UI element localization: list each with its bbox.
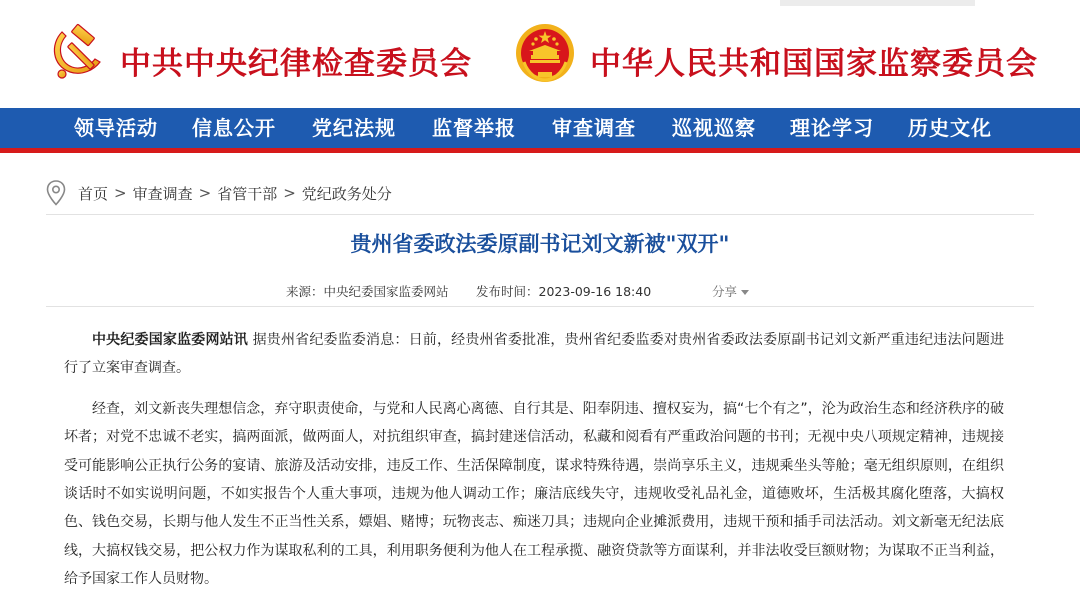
article-source bbox=[286, 282, 449, 300]
party-emblem-icon bbox=[48, 22, 108, 82]
nav-item-history[interactable]: 历史文化 bbox=[908, 116, 992, 140]
chevron-down-icon bbox=[741, 290, 749, 295]
breadcrumb-discipline-sanctions[interactable]: 党纪政务处分 bbox=[301, 184, 392, 203]
nav-red-line bbox=[0, 148, 1080, 153]
nav-item-regulations[interactable]: 党纪法规 bbox=[312, 116, 396, 140]
header-top-strip bbox=[780, 0, 975, 6]
ccdi-title: 中共中央纪律检查委员会 bbox=[120, 46, 472, 82]
source-label: 来源： bbox=[286, 284, 324, 299]
breadcrumb bbox=[46, 178, 392, 208]
breadcrumb-separator: > bbox=[283, 184, 296, 202]
source-value: 中央纪委国家监委网站 bbox=[323, 284, 449, 299]
breadcrumb-investigation[interactable]: 审查调查 bbox=[132, 184, 193, 203]
breadcrumb-separator: > bbox=[114, 184, 127, 202]
article-paragraph bbox=[64, 326, 1004, 383]
nav-item-report[interactable]: 监督举报 bbox=[432, 116, 516, 140]
nav-item-inspection[interactable]: 巡视巡察 bbox=[672, 116, 756, 140]
article-meta bbox=[0, 282, 1080, 300]
breadcrumb-provincial-cadres[interactable]: 省管干部 bbox=[217, 184, 278, 203]
meta-divider bbox=[46, 306, 1034, 307]
nav-item-investigation[interactable]: 审查调查 bbox=[552, 116, 636, 140]
article-time bbox=[476, 282, 651, 300]
article-body bbox=[64, 326, 1004, 604]
article-title: 贵州省委政法委原副书记刘文新被"双开" bbox=[350, 232, 730, 256]
share-label: 分享 bbox=[712, 284, 738, 299]
nav-item-leadership[interactable]: 领导活动 bbox=[74, 116, 158, 140]
main-nav bbox=[0, 108, 1080, 148]
site-header bbox=[0, 0, 1080, 108]
breadcrumb-divider bbox=[46, 214, 1034, 215]
breadcrumb-home[interactable]: 首页 bbox=[78, 184, 109, 203]
paragraph-1-text: 据贵州省纪委监委消息：日前，经贵州省委批准，贵州省纪委监委对贵州省委政法委原副书记刘文新严重违纪违法问题进行了立案审查调查。 bbox=[64, 332, 1004, 377]
share-button[interactable] bbox=[712, 282, 749, 300]
article-paragraph: 经查，刘文新丧失理想信念，弃守职责使命，与党和人民离心离德、自行其是、阳奉阴违、擅权妄为，搞“七个有之”，沦为政治生态和经济秩序的破坏者；对党不忠诚不老实，搞两面派，做两面人，对抗组织审查，搞封建迷信活动，私藏和阅看有严重政治问题的书刊；无视中央八项规定精神，违规接受可能影响公正执行公务的宴请、旅游及活动安排，违反工作、生活保障制度，谋求特殊待遇，崇尚享乐主义，违规乘坐头等舱；毫无组织原则，在组织谈话时不如实说明问题，不如实报告个人重大事项，违规为他人调动工作；廉洁底线失守，违规收受礼品礼金，道德败坏，生活极其腐化堕落，大搞权色、钱色交易，长期与他人发生不正当性关系，嫖娼、赌博；玩物丧志、痴迷刀具；违规向企业摊派费用，违规干预和插手司法活动。刘文新毫无纪法底线，大搞权钱交易，把公权力作为谋取私利的工具，利用职务便利为他人在工程承揽、融资贷款等方面谋利，并非法收受巨额财物；为谋取不正当利益，给予国家工作人员财物。 bbox=[64, 400, 1004, 588]
nsc-title: 中华人民共和国国家监察委员会 bbox=[590, 46, 1038, 82]
location-pin-icon bbox=[46, 180, 66, 206]
article-lead: 中央纪委国家监委网站讯 bbox=[92, 332, 248, 348]
time-label: 发布时间： bbox=[476, 284, 539, 299]
nav-item-theory[interactable]: 理论学习 bbox=[790, 116, 874, 140]
breadcrumb-separator: > bbox=[198, 184, 212, 202]
time-value: 2023-09-16 18:40 bbox=[538, 284, 652, 299]
nav-item-info-disclosure[interactable]: 信息公开 bbox=[192, 116, 276, 140]
national-emblem-icon bbox=[514, 22, 576, 84]
